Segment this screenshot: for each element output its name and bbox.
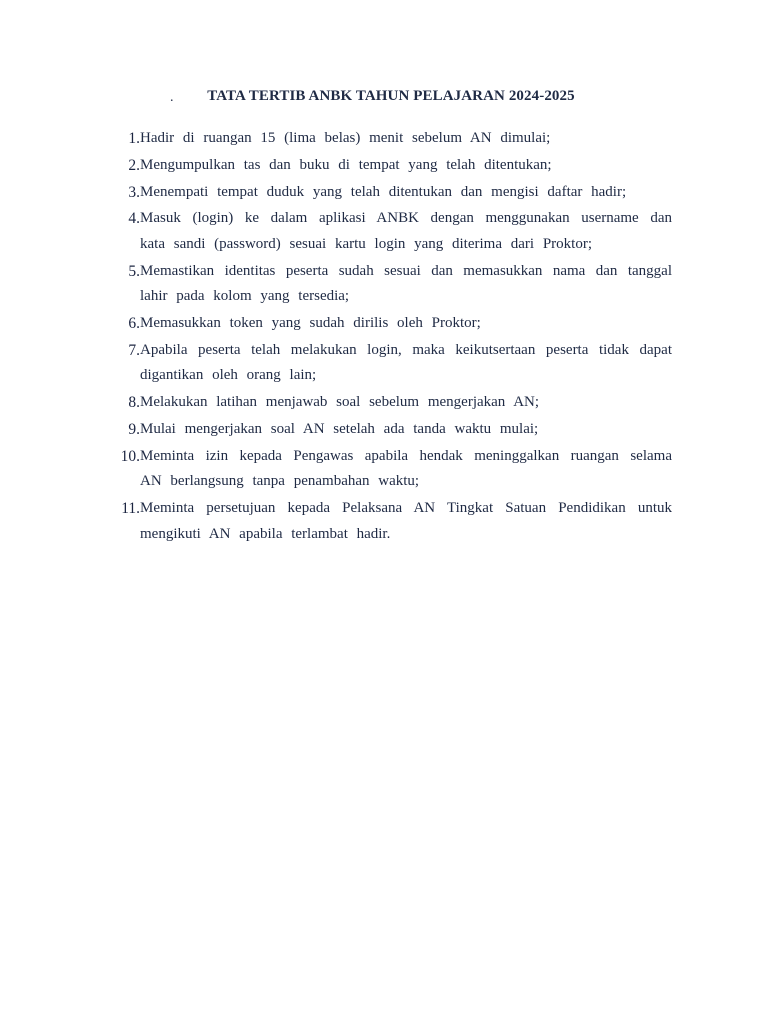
list-item — [112, 153, 672, 179]
rule-text: Mulai mengerjakan soal AN setelah ada tanda waktu mulai; — [140, 421, 539, 438]
rule-text: Meminta izin kepada Pengawas apabila hendak meninggalkan ruangan selama AN berlangsung tanpa penambahan waktu; — [140, 447, 672, 490]
rule-number: 3. — [128, 183, 140, 201]
rule-number: 10. — [120, 447, 140, 465]
rule-number: 6. — [128, 315, 140, 333]
rule-text: Memasukkan token yang sudah dirilis oleh Proktor; — [140, 315, 481, 332]
rule-number: 11. — [121, 500, 140, 518]
page-title: TATA TERTIB ANBK TAHUN PELAJARAN 2024-2025 — [207, 88, 575, 104]
list-item — [112, 206, 672, 257]
rule-number: 2. — [128, 156, 140, 174]
rule-number: 8. — [128, 394, 140, 412]
rule-text: Memastikan identitas peserta sudah sesuai dan memasukkan nama dan tanggal lahir pada kolom yang tersedia; — [140, 262, 672, 305]
list-item — [112, 417, 672, 443]
rule-number: 7. — [128, 341, 140, 359]
list-item — [112, 496, 672, 547]
title-marker: . — [170, 90, 174, 105]
list-item — [112, 444, 672, 495]
rule-number: 4. — [128, 210, 140, 228]
rules-list — [112, 126, 672, 549]
list-item — [112, 180, 672, 206]
rule-text: Mengumpulkan tas dan buku di tempat yang telah ditentukan; — [140, 156, 552, 173]
list-item — [112, 126, 672, 152]
rule-text: Meminta persetujuan kepada Pelaksana AN Tingkat Satuan Pendidikan untuk mengikuti AN apabila terlambat hadir. — [140, 500, 672, 542]
rule-number: 5. — [128, 262, 140, 280]
list-item — [112, 338, 672, 389]
list-item — [112, 390, 672, 416]
rule-text: Apabila peserta telah melakukan login, maka keikutsertaan peserta tidak dapat digantikan oleh orang lain; — [140, 341, 672, 384]
rule-number: 9. — [128, 421, 140, 439]
list-item — [112, 311, 672, 337]
rule-text: Menempati tempat duduk yang telah ditentukan dan mengisi daftar hadir; — [140, 183, 627, 200]
list-item — [112, 259, 672, 310]
rule-text: Melakukan latihan menjawab soal sebelum mengerjakan AN; — [140, 394, 540, 411]
rule-number: 1. — [128, 130, 140, 147]
rule-text: Hadir di ruangan 15 (lima belas) menit sebelum AN dimulai; — [140, 130, 551, 146]
rule-text: Masuk (login) ke dalam aplikasi ANBK dengan menggunakan username dan kata sandi (password) sesuai kartu login yang diterima dari Proktor; — [140, 210, 672, 252]
